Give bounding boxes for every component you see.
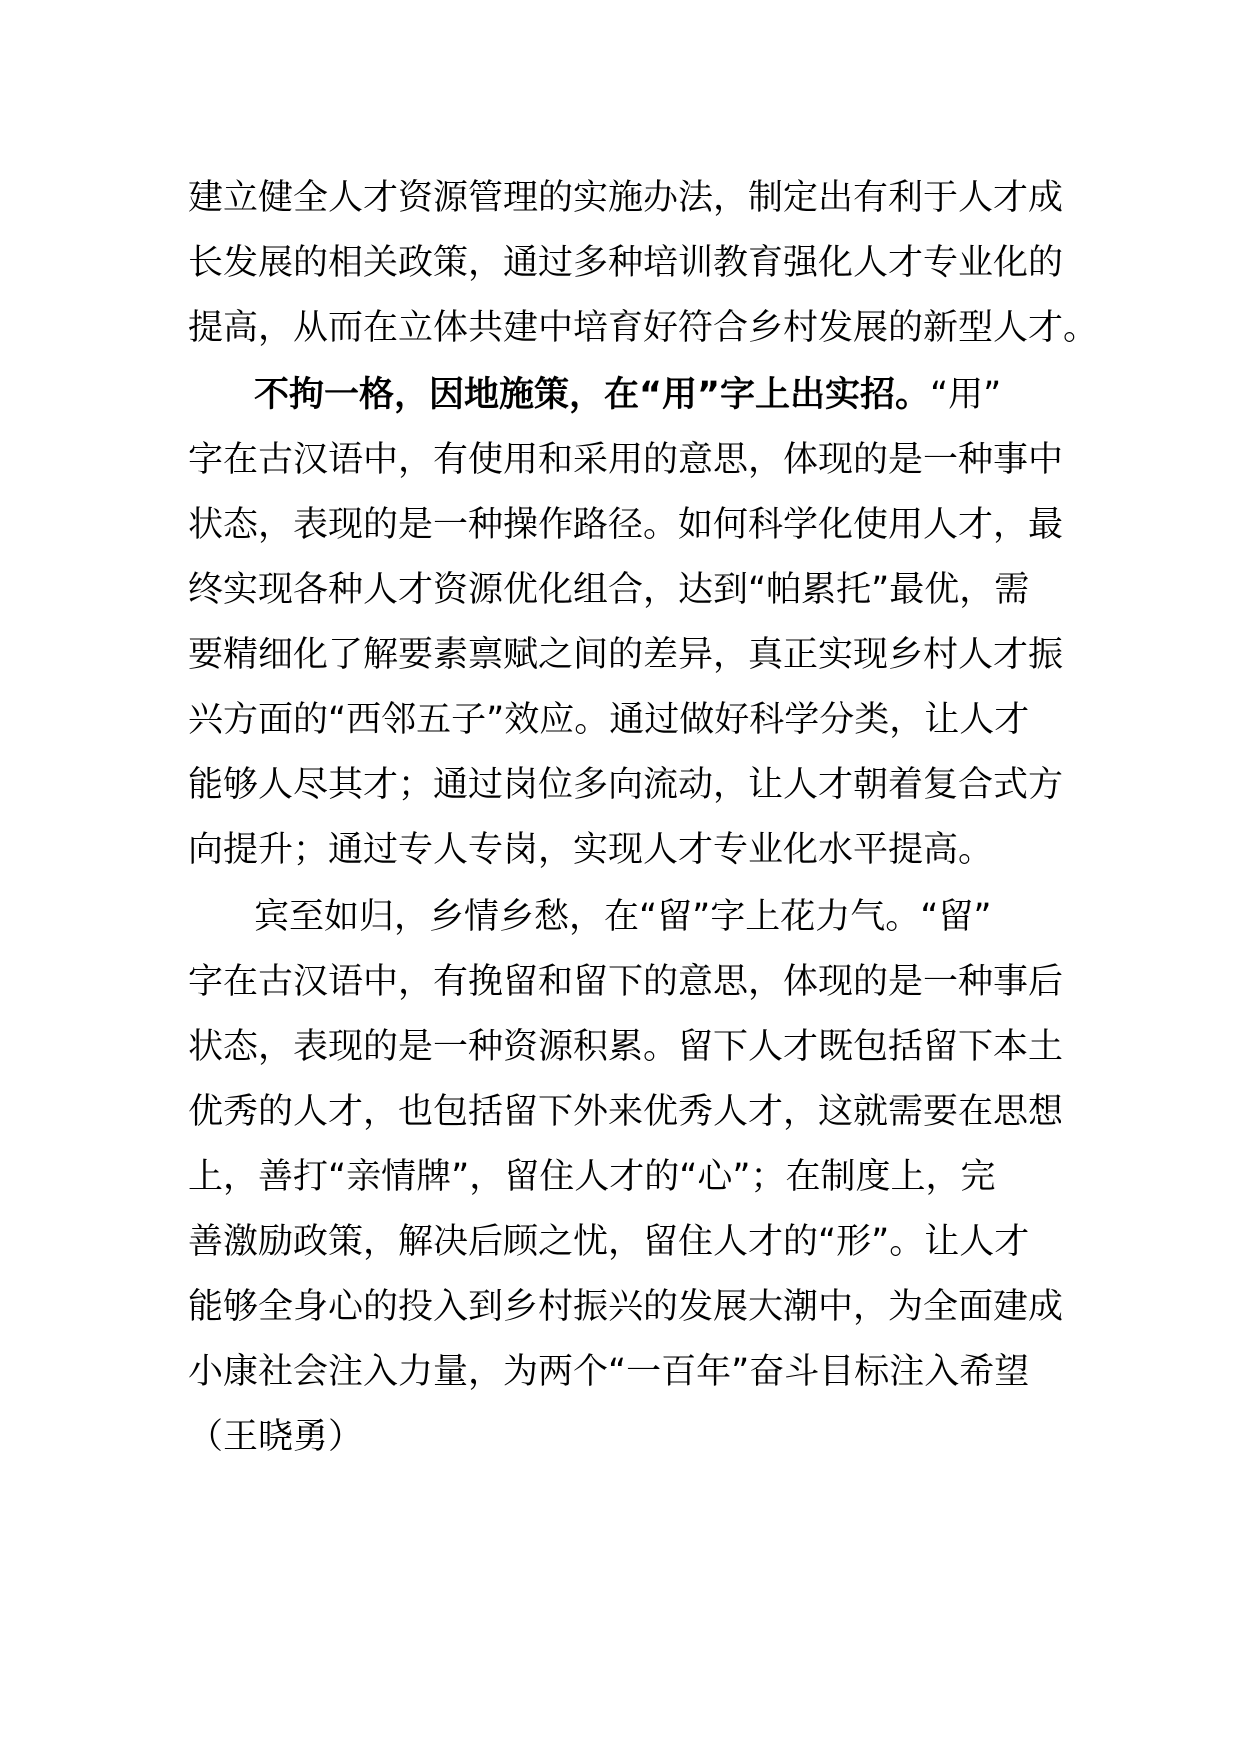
text-line: 状态，表现的是一种操作路径。如何科学化使用人才，最 (188, 505, 1064, 545)
text-line: 善激励政策，解决后顾之忧，留住人才的“形”。让人才 (188, 1222, 1030, 1262)
paragraph-heading: 不拘一格，因地施策，在“用”字上出实招。 (254, 375, 931, 415)
text-line: 上，善打“亲情牌”，留住人才的“心”；在制度上，完 (188, 1157, 996, 1197)
text-line: 状态，表现的是一种资源积累。留下人才既包括留下本土 (188, 1027, 1064, 1067)
paragraph-talent-management (188, 166, 1099, 361)
paragraph-retain-talent (188, 885, 1062, 1470)
text-line: 小康社会注入力量，为两个“一百年”奋斗目标注入希望 (188, 1352, 1030, 1392)
text-line-first: 宾至如归，乡情乡愁，在“留”字上花力气。“留” (254, 897, 992, 937)
text-line: 字在古汉语中，有使用和采用的意思，体现的是一种事中 (188, 440, 1064, 480)
text-line: 终实现各种人才资源优化组合，达到“帕累托”最优，需 (188, 570, 1030, 610)
text-line: 提高，从而在立体共建中培育好符合乡村发展的新型人才。 (188, 308, 1099, 348)
text-line: 建立健全人才资源管理的实施办法，制定出有利于人才成 (188, 178, 1064, 218)
text-line-first (188, 363, 1062, 428)
text-line: 能够人尽其才；通过岗位多向流动，让人才朝着复合式方 (188, 765, 1064, 805)
text-line: 要精细化了解要素禀赋之间的差异，真正实现乡村人才振 (188, 635, 1064, 675)
heading-continuation: “用” (930, 375, 1002, 415)
text-line: 能够全身心的投入到乡村振兴的发展大潮中，为全面建成 (188, 1287, 1064, 1327)
text-line: 向提升；通过专人专岗，实现人才专业化水平提高。 (188, 830, 994, 870)
text-line: 优秀的人才，也包括留下外来优秀人才，这就需要在思想 (188, 1092, 1064, 1132)
author-attribution: （王晓勇） (188, 1417, 364, 1457)
text-line: 长发展的相关政策，通过多种培训教育强化人才专业化的 (188, 243, 1064, 283)
text-line: 兴方面的“西邻五子”效应。通过做好科学分类，让人才 (188, 700, 1030, 740)
text-line: 字在古汉语中，有挽留和留下的意思，体现的是一种事后 (188, 962, 1064, 1002)
paragraph-use-talent (188, 363, 1062, 883)
